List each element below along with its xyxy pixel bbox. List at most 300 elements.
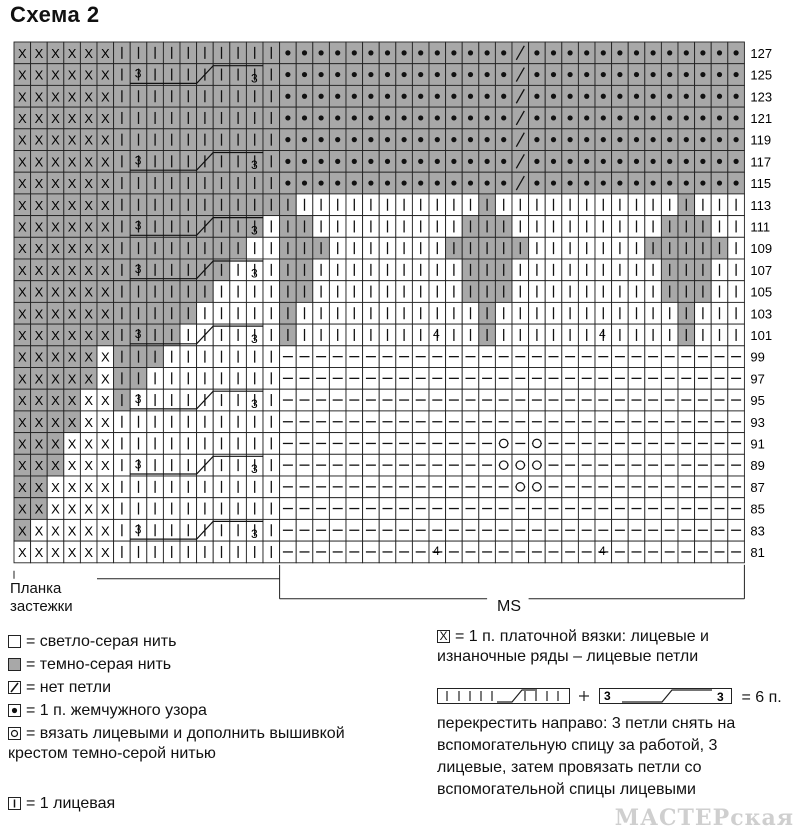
pearl-mark bbox=[352, 115, 357, 120]
cable-label: 3 bbox=[251, 223, 258, 238]
pearl-mark bbox=[568, 94, 573, 99]
legend-circle: = вязать лицевыми и дополнить вышивкой крестом темно-серой нитью bbox=[8, 725, 345, 762]
garter-mark: X bbox=[100, 501, 110, 517]
garter-mark: X bbox=[17, 89, 27, 105]
embroidery-circle-mark bbox=[533, 461, 541, 469]
embroidery-circle-mark bbox=[516, 461, 524, 469]
pearl-mark bbox=[319, 94, 324, 99]
pearl-mark bbox=[368, 115, 373, 120]
garter-mark: X bbox=[51, 479, 60, 495]
garter-mark: X bbox=[51, 349, 60, 365]
pearl-mark bbox=[319, 72, 324, 77]
garter-mark: X bbox=[67, 197, 77, 213]
garter-mark: X bbox=[84, 176, 94, 192]
pearl-mark bbox=[684, 159, 689, 164]
pearl-mark bbox=[402, 94, 407, 99]
pearl-mark bbox=[451, 159, 456, 164]
pearl-mark bbox=[617, 137, 622, 142]
cable-label: 3 bbox=[134, 522, 142, 537]
garter-mark: X bbox=[67, 306, 77, 322]
pearl-mark bbox=[700, 72, 705, 77]
pearl-mark bbox=[534, 94, 539, 99]
pearl-mark bbox=[468, 72, 473, 77]
garter-mark: X bbox=[51, 154, 60, 170]
row-number: 125 bbox=[750, 67, 773, 83]
garter-mark: X bbox=[34, 67, 44, 83]
legend-pearl: = 1 п. жемчужного узора bbox=[8, 701, 207, 721]
pearl-mark bbox=[302, 115, 307, 120]
pearl-mark bbox=[418, 72, 423, 77]
row-number: 109 bbox=[750, 241, 773, 257]
garter-mark: X bbox=[51, 327, 60, 343]
garter-mark: X bbox=[51, 89, 60, 105]
pearl-mark bbox=[651, 50, 656, 55]
pearl-mark bbox=[319, 159, 324, 164]
pearl-mark bbox=[435, 137, 440, 142]
pearl-mark bbox=[717, 50, 722, 55]
garter-mark: X bbox=[34, 89, 44, 105]
row-number: 105 bbox=[750, 284, 773, 300]
garter-mark: X bbox=[84, 327, 94, 343]
pearl-mark bbox=[568, 159, 573, 164]
garter-mark: X bbox=[84, 458, 94, 474]
pearl-mark bbox=[451, 50, 456, 55]
pearl-mark bbox=[402, 180, 407, 185]
pearl-mark bbox=[684, 180, 689, 185]
garter-mark: X bbox=[100, 349, 110, 365]
garter-mark: X bbox=[34, 110, 44, 126]
pearl-mark bbox=[700, 137, 705, 142]
pearl-mark bbox=[501, 72, 506, 77]
pearl-mark bbox=[584, 159, 589, 164]
row-number: 127 bbox=[750, 45, 773, 61]
pearl-mark bbox=[285, 94, 290, 99]
pearl-mark bbox=[352, 50, 357, 55]
pearl-mark bbox=[700, 159, 705, 164]
pearl-mark bbox=[717, 137, 722, 142]
garter-mark: X bbox=[67, 458, 77, 474]
legend-garter: X = 1 п. платочной вязки: лицевые и изнаночные ряды – лицевые петли bbox=[437, 628, 709, 665]
pearl-mark bbox=[451, 94, 456, 99]
garter-mark: X bbox=[84, 132, 94, 148]
garter-mark: X bbox=[100, 45, 110, 61]
garter-mark: X bbox=[100, 371, 110, 387]
row-number: 101 bbox=[750, 327, 773, 343]
no-stitch-icon bbox=[8, 681, 21, 694]
garter-mark: X bbox=[67, 349, 77, 365]
row-number: 93 bbox=[750, 414, 765, 430]
pearl-mark bbox=[651, 115, 656, 120]
cable-num-right: 3 bbox=[717, 690, 724, 704]
pearl-mark bbox=[335, 115, 340, 120]
garter-mark: X bbox=[67, 327, 77, 343]
row-number: 107 bbox=[750, 262, 773, 278]
pearl-mark bbox=[385, 72, 390, 77]
garter-mark: X bbox=[100, 393, 110, 409]
garter-mark: X bbox=[100, 306, 110, 322]
pearl-mark bbox=[534, 72, 539, 77]
garter-mark: X bbox=[84, 414, 94, 430]
pearl-mark bbox=[402, 159, 407, 164]
pearl-mark bbox=[352, 94, 357, 99]
pearl-mark bbox=[501, 115, 506, 120]
garter-mark: X bbox=[84, 197, 94, 213]
garter-mark: X bbox=[51, 371, 60, 387]
garter-mark: X bbox=[67, 284, 77, 300]
pearl-mark bbox=[435, 159, 440, 164]
pearl-mark bbox=[385, 50, 390, 55]
legend-knit: = 1 лицевая bbox=[8, 794, 115, 814]
cable-label: 3 bbox=[251, 158, 258, 173]
watermark: МАСТЕРская bbox=[614, 805, 794, 831]
pearl-mark bbox=[634, 72, 639, 77]
pearl-mark bbox=[385, 94, 390, 99]
pearl-mark bbox=[667, 72, 672, 77]
pearl-mark bbox=[468, 94, 473, 99]
pearl-mark bbox=[485, 72, 490, 77]
pearl-mark bbox=[485, 94, 490, 99]
garter-mark: X bbox=[17, 110, 27, 126]
garter-mark: X bbox=[67, 414, 77, 430]
pearl-mark bbox=[352, 159, 357, 164]
pearl-mark bbox=[352, 180, 357, 185]
pearl-mark bbox=[451, 180, 456, 185]
pearl-mark bbox=[285, 50, 290, 55]
garter-mark: X bbox=[17, 306, 27, 322]
row-number: 121 bbox=[750, 110, 773, 126]
garter-mark: X bbox=[51, 501, 60, 517]
pearl-mark bbox=[617, 94, 622, 99]
pearl-mark bbox=[700, 50, 705, 55]
pearl-mark bbox=[485, 137, 490, 142]
garter-mark: X bbox=[100, 110, 110, 126]
pearl-mark bbox=[700, 115, 705, 120]
garter-mark: X bbox=[17, 458, 27, 474]
pearl-mark bbox=[584, 137, 589, 142]
garter-mark: X bbox=[67, 544, 77, 560]
garter-mark: X bbox=[84, 436, 94, 452]
garter-mark: X bbox=[84, 479, 94, 495]
pearl-mark bbox=[352, 72, 357, 77]
garter-mark: X bbox=[84, 241, 94, 257]
pearl-mark bbox=[302, 94, 307, 99]
garter-mark: X bbox=[100, 544, 110, 560]
garter-mark: X bbox=[17, 67, 27, 83]
garter-mark: X bbox=[34, 176, 44, 192]
pearl-mark bbox=[501, 50, 506, 55]
pearl-mark bbox=[667, 159, 672, 164]
garter-mark: X bbox=[34, 436, 44, 452]
garter-mark: X bbox=[34, 241, 44, 257]
pearl-mark bbox=[485, 159, 490, 164]
pearl-mark bbox=[418, 94, 423, 99]
garter-mark: X bbox=[84, 262, 94, 278]
garter-mark: X bbox=[84, 371, 94, 387]
pearl-mark bbox=[568, 72, 573, 77]
pearl-mark bbox=[617, 115, 622, 120]
garter-mark: X bbox=[67, 262, 77, 278]
pearl-mark bbox=[717, 115, 722, 120]
pearl-stitch-icon bbox=[8, 704, 21, 717]
garter-mark: X bbox=[17, 197, 27, 213]
cable-label: 4 bbox=[433, 327, 440, 342]
pearl-mark bbox=[551, 115, 556, 120]
garter-mark: X bbox=[51, 458, 60, 474]
garter-mark: X bbox=[100, 241, 110, 257]
garter-mark: X bbox=[17, 501, 27, 517]
garter-mark: X bbox=[34, 479, 44, 495]
garter-mark: X bbox=[84, 393, 94, 409]
garter-mark: X bbox=[67, 132, 77, 148]
pearl-mark bbox=[335, 137, 340, 142]
pearl-mark bbox=[418, 115, 423, 120]
knit-stitch-icon bbox=[8, 797, 21, 810]
pearl-mark bbox=[617, 180, 622, 185]
pearl-mark bbox=[584, 72, 589, 77]
embroidery-circle-mark bbox=[500, 461, 508, 469]
pearl-mark bbox=[584, 115, 589, 120]
garter-mark: X bbox=[84, 284, 94, 300]
pearl-mark bbox=[285, 159, 290, 164]
pearl-mark bbox=[402, 72, 407, 77]
pearl-mark bbox=[568, 180, 573, 185]
garter-mark: X bbox=[34, 458, 44, 474]
pearl-mark bbox=[667, 115, 672, 120]
pearl-mark bbox=[285, 137, 290, 142]
pearl-mark bbox=[385, 137, 390, 142]
pearl-mark bbox=[501, 94, 506, 99]
row-number: 97 bbox=[750, 371, 765, 387]
pearl-mark bbox=[485, 115, 490, 120]
garter-mark: X bbox=[51, 393, 60, 409]
pearl-mark bbox=[468, 50, 473, 55]
cable-label: 3 bbox=[251, 266, 258, 281]
pearl-mark bbox=[684, 137, 689, 142]
garter-mark: X bbox=[84, 501, 94, 517]
pearl-mark bbox=[368, 72, 373, 77]
pearl-mark bbox=[568, 115, 573, 120]
pearl-mark bbox=[601, 115, 606, 120]
pearl-mark bbox=[551, 72, 556, 77]
garter-mark: X bbox=[34, 414, 44, 430]
cable-label: 3 bbox=[134, 457, 142, 472]
row-number: 87 bbox=[750, 479, 765, 495]
garter-mark: X bbox=[17, 132, 27, 148]
legend-nostitch: = нет петли bbox=[8, 678, 111, 698]
row-number: 81 bbox=[750, 544, 765, 560]
garter-mark: X bbox=[17, 241, 27, 257]
pearl-mark bbox=[451, 115, 456, 120]
legend-dark: = темно-серая нить bbox=[8, 655, 171, 675]
pearl-mark bbox=[418, 50, 423, 55]
row-number: 115 bbox=[750, 176, 772, 192]
pearl-mark bbox=[617, 50, 622, 55]
pearl-mark bbox=[568, 50, 573, 55]
cable-label: 3 bbox=[251, 71, 258, 86]
pearl-mark bbox=[568, 137, 573, 142]
row-number: 113 bbox=[750, 197, 772, 213]
pearl-mark bbox=[485, 50, 490, 55]
pearl-mark bbox=[302, 72, 307, 77]
row-number: 103 bbox=[750, 306, 773, 322]
cable-equals: = 6 п. bbox=[741, 689, 782, 706]
pearl-mark bbox=[451, 137, 456, 142]
pearl-mark bbox=[617, 159, 622, 164]
garter-mark: X bbox=[100, 154, 110, 170]
cable-label: 3 bbox=[134, 392, 142, 407]
garter-mark: X bbox=[34, 284, 44, 300]
pearl-mark bbox=[551, 50, 556, 55]
pearl-mark bbox=[717, 159, 722, 164]
cable-label: 3 bbox=[251, 462, 258, 476]
pearl-mark bbox=[285, 115, 290, 120]
cable-label: 3 bbox=[134, 153, 142, 168]
garter-mark: X bbox=[67, 523, 77, 539]
garter-mark: X bbox=[84, 306, 94, 322]
garter-mark: X bbox=[84, 67, 94, 83]
garter-mark: X bbox=[51, 219, 60, 235]
garter-mark: X bbox=[100, 89, 110, 105]
pearl-mark bbox=[634, 115, 639, 120]
pearl-mark bbox=[319, 137, 324, 142]
pearl-mark bbox=[684, 94, 689, 99]
pearl-mark bbox=[634, 159, 639, 164]
garter-mark: X bbox=[34, 523, 44, 539]
row-number: 95 bbox=[750, 393, 765, 409]
pearl-mark bbox=[734, 137, 739, 142]
pearl-mark bbox=[734, 72, 739, 77]
garter-mark: X bbox=[17, 479, 27, 495]
row-number: 91 bbox=[750, 436, 765, 452]
light-yarn-icon bbox=[8, 635, 21, 648]
pearl-mark bbox=[385, 180, 390, 185]
garter-mark: X bbox=[100, 132, 110, 148]
row-number: 117 bbox=[750, 154, 772, 170]
pearl-mark bbox=[734, 180, 739, 185]
pearl-mark bbox=[717, 72, 722, 77]
pearl-mark bbox=[684, 115, 689, 120]
pearl-mark bbox=[435, 180, 440, 185]
garter-mark: X bbox=[17, 414, 27, 430]
garter-mark: X bbox=[34, 393, 44, 409]
pearl-mark bbox=[352, 137, 357, 142]
garter-mark: X bbox=[84, 523, 94, 539]
pearl-mark bbox=[302, 159, 307, 164]
garter-mark: X bbox=[67, 436, 77, 452]
pearl-mark bbox=[418, 159, 423, 164]
garter-stitch-icon: X bbox=[437, 630, 450, 643]
garter-mark: X bbox=[100, 197, 110, 213]
pearl-mark bbox=[551, 159, 556, 164]
garter-mark: X bbox=[51, 414, 60, 430]
cable-label: 3 bbox=[134, 66, 142, 81]
garter-mark: X bbox=[84, 45, 94, 61]
row-number: 85 bbox=[750, 501, 765, 517]
garter-mark: X bbox=[51, 284, 60, 300]
garter-mark: X bbox=[100, 414, 110, 430]
pearl-mark bbox=[385, 159, 390, 164]
garter-mark: X bbox=[51, 45, 60, 61]
embroidery-circle-icon bbox=[8, 727, 21, 740]
pearl-mark bbox=[335, 94, 340, 99]
pearl-mark bbox=[534, 50, 539, 55]
pearl-mark bbox=[468, 159, 473, 164]
garter-mark: X bbox=[84, 349, 94, 365]
row-number: 83 bbox=[750, 523, 765, 539]
pearl-mark bbox=[368, 159, 373, 164]
pearl-mark bbox=[435, 94, 440, 99]
pearl-mark bbox=[667, 180, 672, 185]
pearl-mark bbox=[335, 159, 340, 164]
cable-label: 4 bbox=[599, 327, 606, 342]
pearl-mark bbox=[584, 94, 589, 99]
pearl-mark bbox=[734, 115, 739, 120]
pearl-mark bbox=[634, 94, 639, 99]
cable-num-left: 3 bbox=[604, 689, 611, 703]
garter-mark: X bbox=[67, 241, 77, 257]
garter-mark: X bbox=[67, 154, 77, 170]
pearl-mark bbox=[435, 50, 440, 55]
pearl-mark bbox=[634, 50, 639, 55]
pearl-mark bbox=[468, 180, 473, 185]
garter-mark: X bbox=[34, 154, 44, 170]
garter-mark: X bbox=[17, 371, 27, 387]
cable-label: 3 bbox=[251, 527, 258, 542]
garter-mark: X bbox=[100, 327, 110, 343]
garter-mark: X bbox=[67, 393, 77, 409]
pearl-mark bbox=[584, 50, 589, 55]
garter-mark: X bbox=[67, 479, 77, 495]
garter-mark: X bbox=[34, 132, 44, 148]
placket-label: Планка застежки bbox=[10, 580, 73, 615]
pearl-mark bbox=[651, 137, 656, 142]
row-number: 89 bbox=[750, 458, 765, 474]
pearl-mark bbox=[302, 137, 307, 142]
pearl-mark bbox=[402, 137, 407, 142]
pearl-mark bbox=[551, 137, 556, 142]
pearl-mark bbox=[418, 137, 423, 142]
pearl-mark bbox=[501, 180, 506, 185]
pearl-mark bbox=[368, 137, 373, 142]
pearl-mark bbox=[485, 180, 490, 185]
pearl-mark bbox=[534, 159, 539, 164]
pearl-mark bbox=[368, 94, 373, 99]
pearl-mark bbox=[335, 180, 340, 185]
garter-mark: X bbox=[67, 176, 77, 192]
pearl-mark bbox=[651, 159, 656, 164]
pearl-mark bbox=[717, 94, 722, 99]
pearl-mark bbox=[501, 159, 506, 164]
pearl-mark bbox=[402, 115, 407, 120]
pearl-mark bbox=[418, 180, 423, 185]
dark-yarn-icon bbox=[8, 658, 21, 671]
pearl-mark bbox=[734, 50, 739, 55]
pearl-mark bbox=[285, 180, 290, 185]
pearl-mark bbox=[468, 115, 473, 120]
garter-mark: X bbox=[100, 176, 110, 192]
garter-mark: X bbox=[34, 349, 44, 365]
garter-mark: X bbox=[100, 458, 110, 474]
pearl-mark bbox=[335, 72, 340, 77]
garter-mark: X bbox=[34, 45, 44, 61]
garter-mark: X bbox=[34, 371, 44, 387]
row-number: 119 bbox=[750, 132, 772, 148]
garter-mark: X bbox=[34, 306, 44, 322]
garter-mark: X bbox=[100, 262, 110, 278]
garter-mark: X bbox=[84, 219, 94, 235]
pearl-mark bbox=[651, 94, 656, 99]
garter-mark: X bbox=[17, 523, 27, 539]
